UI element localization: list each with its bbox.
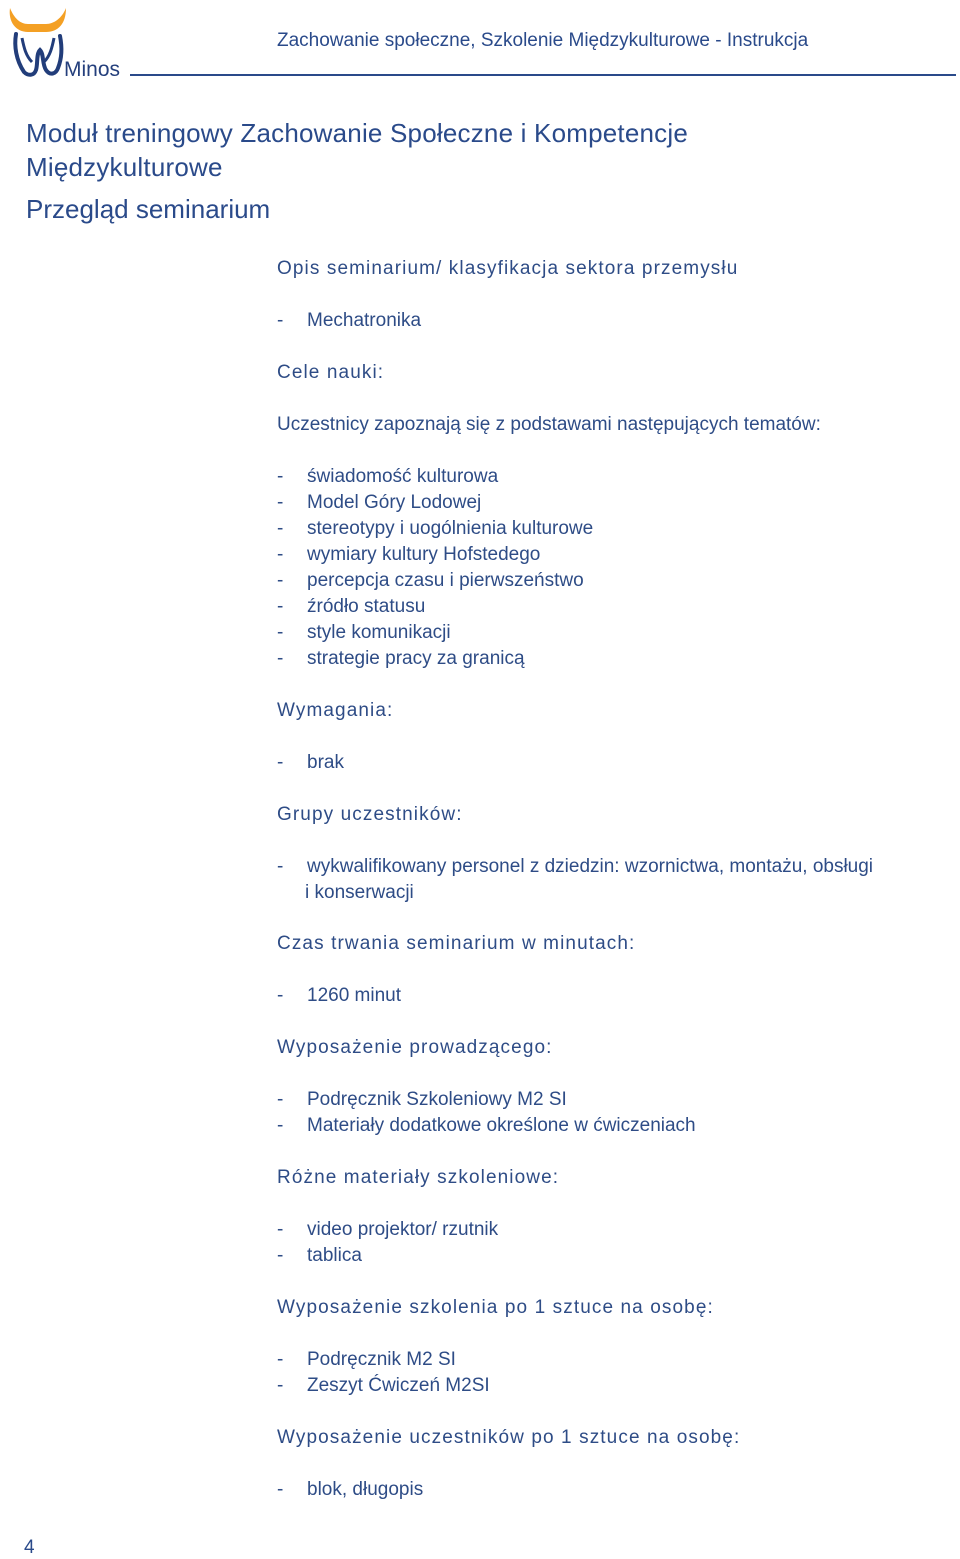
section-heading-opis: Opis seminarium/ klasyfikacja sektora przemysłu [277,258,739,279]
section-heading-grupy: Grupy uczestników: [277,804,463,825]
list-item: - strategie pracy za granicą [277,648,525,669]
list-item: - wykwalifikowany personel z dziedzin: wzornictwa, montażu, obsługi [277,856,874,877]
list-item: - Materiały dodatkowe określone w ćwiczeniach [277,1115,696,1136]
list-item: - 1260 minut [277,985,402,1006]
list-item: - stereotypy i uogólnienia kulturowe [277,518,594,539]
list-item: - style komunikacji [277,622,451,643]
list-item: - źródło statusu [277,596,426,617]
list-item: - Podręcznik Szkoleniowy M2 SI [277,1089,567,1110]
document-title-line1: Moduł treningowy Zachowanie Społeczne i Kompetencje [26,118,689,148]
section-heading-cele: Cele nauki: [277,362,385,383]
section-heading-materialy: Różne materiały szkoleniowe: [277,1167,560,1188]
list-item: - Podręcznik M2 SI [277,1349,456,1370]
section-heading-wymagania: Wymagania: [277,700,394,721]
list-item: - Model Góry Lodowej [277,492,482,513]
section-intro-cele: Uczestnicy zapoznają się z podstawami następujących tematów: [277,414,821,435]
list-item: - video projektor/ rzutnik [277,1219,499,1240]
page-number: 4 [24,1537,35,1558]
header-title: Zachowanie społeczne, Szkolenie Międzykulturowe - Instrukcja [277,30,809,51]
section-heading-szkolenia: Wyposażenie szkolenia po 1 sztuce na osobę: [277,1297,714,1318]
list-item: - percepcja czasu i pierwszeństwo [277,570,584,591]
header-rule [130,74,956,76]
section-heading-czas: Czas trwania seminarium w minutach: [277,933,636,954]
list-item: - Zeszyt Ćwiczeń M2SI [277,1375,490,1396]
list-item: - świadomość kulturowa [277,466,499,487]
list-item: - wymiary kultury Hofstedego [277,544,541,565]
section-heading-wyposazenie-prowadzacego: Wyposażenie prowadzącego: [277,1037,553,1058]
list-item: - Mechatronika [277,310,422,331]
list-item: - brak [277,752,344,773]
minos-logo [6,2,68,80]
document-title [26,116,688,184]
document-subtitle: Przegląd seminarium [26,194,271,224]
list-item-continuation: i konserwacji [305,882,414,903]
list-item: - tablica [277,1245,362,1266]
document-title-line2: Międzykulturowe [26,152,223,182]
list-item: - blok, długopis [277,1479,424,1500]
brand-name: Minos [64,58,121,81]
section-heading-uczestnikow: Wyposażenie uczestników po 1 sztuce na osobę: [277,1427,741,1448]
